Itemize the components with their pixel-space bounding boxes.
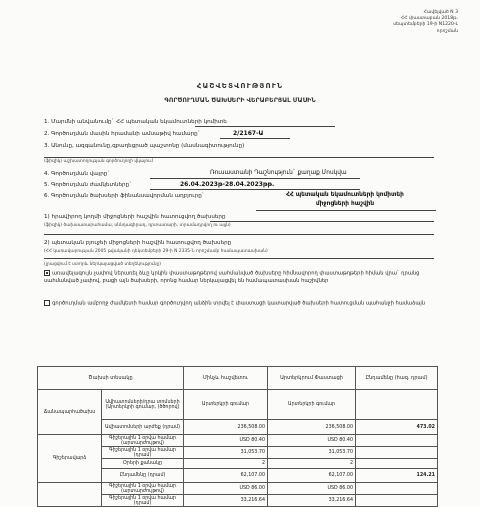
row-planned: 62,107.00 <box>184 469 268 483</box>
field-funding-label: 6. Գործուղման ծախսերի ֆինանսավորման աղբյուրը` <box>44 193 205 199</box>
row-group: Գիշերավարձ <box>38 435 102 483</box>
underline <box>220 138 290 139</box>
row-total <box>356 495 438 507</box>
expense-table <box>37 366 438 507</box>
row-item: Գիշերային 1 օրվա համար (դրամ) <box>102 495 184 507</box>
underline <box>195 126 335 127</box>
header-total: Ընդամենը (հազ. դրամ) <box>356 367 438 390</box>
field-body-name: 1. Մարմնի անվանումը` ՀՀ պետական եկամուտների կոմիտե <box>44 119 227 125</box>
row-actual: USD 86.00 <box>268 483 356 495</box>
appendix-line: որոշման <box>436 28 458 34</box>
header-actual: Արտերկրում Փաստացի <box>268 367 356 390</box>
row-total <box>356 390 438 420</box>
row-actual: 33,216.64 <box>268 495 356 507</box>
row-total <box>356 447 438 459</box>
row-item: Օրերի քանակը <box>102 459 184 469</box>
field-order-value: 2/2167-Ա <box>233 130 264 137</box>
row-actual: 2 <box>268 459 356 469</box>
row-total: 124.21 <box>356 469 438 483</box>
row-item: Գիշերային 1 օրվա համար (դրամ) <box>102 447 184 459</box>
header-expense-type: Ծախսի տեսակը <box>38 367 184 390</box>
section2-checkbox-row <box>44 270 436 285</box>
row-item: Ավիատոմսերի արժեք (դրամ) <box>102 420 184 435</box>
row-group <box>38 483 102 507</box>
section2-note: (ՀՀ կառավարության 2005 թվականի դեկտեմբերի 29-ի N 2335-Ն որոշմամբ համապատասխան) <box>44 249 268 254</box>
row-item: Ավիատոմսերի/դրա տոմսերի (Արտերկրի գումար, (ծծորով) <box>102 390 184 420</box>
section2-note2: (լրացվում է ստորև ներկայացված տեղեկությունը) <box>44 262 161 267</box>
row-total <box>356 435 438 447</box>
row-group: Ճանապարհածախս <box>38 390 102 435</box>
header-planned: Մինչև հաշվետու <box>184 367 268 390</box>
row-planned: USD 86.00 <box>184 483 268 495</box>
checkbox2-label: գործուղման ամբողջ ժամկետի համար գործուղվող անձին տրվել է փաստացի կատարված ծախսերի հատուցման պահանջի համաձայն <box>52 300 426 307</box>
underline <box>210 221 434 222</box>
row-planned: 31,053.70 <box>184 447 268 459</box>
field-person-label: 3. Անունը, ազգանունը,զբաղեցրած պաշտոնը (մասնագիտությունը) <box>44 143 245 149</box>
row-item: Գիշերային 1 օրվա համար (արտարժույթով) <box>102 483 184 495</box>
field-place-label: 4. Գործուղման վայրը` <box>44 171 111 177</box>
checkbox-label: առավելագույն չափով ներառել ձևը կրկին փաստաթղթերով սահմանված ծախսերը հիմնավորող փաստաթղթերի հիման վրա` դրանց սահմանված չափով, բացի այն ծախսերի, որոնց համար ներկայացվել են համապատասխան հաշիվներ <box>44 270 420 284</box>
underline <box>44 258 434 259</box>
table-header-row <box>38 367 438 390</box>
appendix-line: սեպտեմբերի 19-ի N1220-Լ <box>393 22 458 28</box>
row-planned: 236,508.00 <box>184 420 268 435</box>
underline <box>256 210 436 211</box>
table-row <box>38 390 438 420</box>
field-funding-value: ՀՀ պետական եկամուտների կոմիտեի միջոցների հաշվին <box>286 192 404 207</box>
document-subtitle: ԳՈՐԾՈՒՂՄԱՆ ԾԱԽՍԵՐԻ ՎԵՐԱԲԵՐՅԱԼ ՄԱՍԻՆ <box>164 97 316 104</box>
row-actual: Արտերկրի գումար <box>268 390 356 420</box>
row-item: Գիշերային 1 օրվա համար (արտարժույթով) <box>102 435 184 447</box>
row-total <box>356 483 438 495</box>
row-planned: Արտերկրի գումար <box>184 390 268 420</box>
row-actual: 62,107.00 <box>268 469 356 483</box>
row-planned: USD 80.40 <box>184 435 268 447</box>
field-dates-label: 5. Գործուղման ժամկետները` <box>44 182 132 188</box>
table-row <box>38 435 438 447</box>
section2-text: 2) պետական բյուջեի միջոցների հաշվին հատուցվող ծախսերը <box>44 240 232 246</box>
section2-checkbox2-row <box>44 300 436 308</box>
row-item: Ընդամենը (դրամ) <box>102 469 184 483</box>
field-order-label: 2. Գործուղման մասին հրամանի ամսաթիվ համարը` <box>44 131 201 137</box>
field-place-value: Ռուսաստանի Դաշնություն` քաղաք Մոսկվա <box>210 170 347 176</box>
document-title: ՀԱՇՎԵՏՎՈՒԹՅՈՒՆ <box>196 82 284 90</box>
section1-note: (ֆիզիկ) ծախսատարահամա, սննդագիրադ, դրտատարի, տրամադրվող ու այլն) <box>44 223 231 228</box>
row-actual: 31,053.70 <box>268 447 356 459</box>
checkbox-unchecked[interactable] <box>44 300 50 306</box>
underline <box>150 178 360 179</box>
checkbox-checked[interactable] <box>44 270 50 276</box>
table-row <box>38 483 438 495</box>
underline <box>44 234 434 235</box>
field-person-note: (ֆիզիկ) աշխատողության գործուղողի վկայում <box>44 159 153 164</box>
row-actual: 236,508.00 <box>268 420 356 435</box>
appendix-line: ՀՀ փաստաբան 2018թ. <box>400 16 458 22</box>
row-planned: 33,216.64 <box>184 495 268 507</box>
row-actual: USD 80.40 <box>268 435 356 447</box>
section1-text: 1) հրավիրող կողմի միջոցների հաշվին հատուցվող ծախսերը <box>44 214 226 220</box>
row-planned: 2 <box>184 459 268 469</box>
appendix-line: Հավելված N 3 <box>423 10 458 15</box>
row-total <box>356 459 438 469</box>
appendix-block <box>328 10 458 35</box>
field-dates-value: 26.04.2023թ-28.04.2023թթ. <box>180 181 275 188</box>
row-total: 473.02 <box>356 420 438 435</box>
underline <box>44 157 434 158</box>
underline <box>150 189 360 190</box>
